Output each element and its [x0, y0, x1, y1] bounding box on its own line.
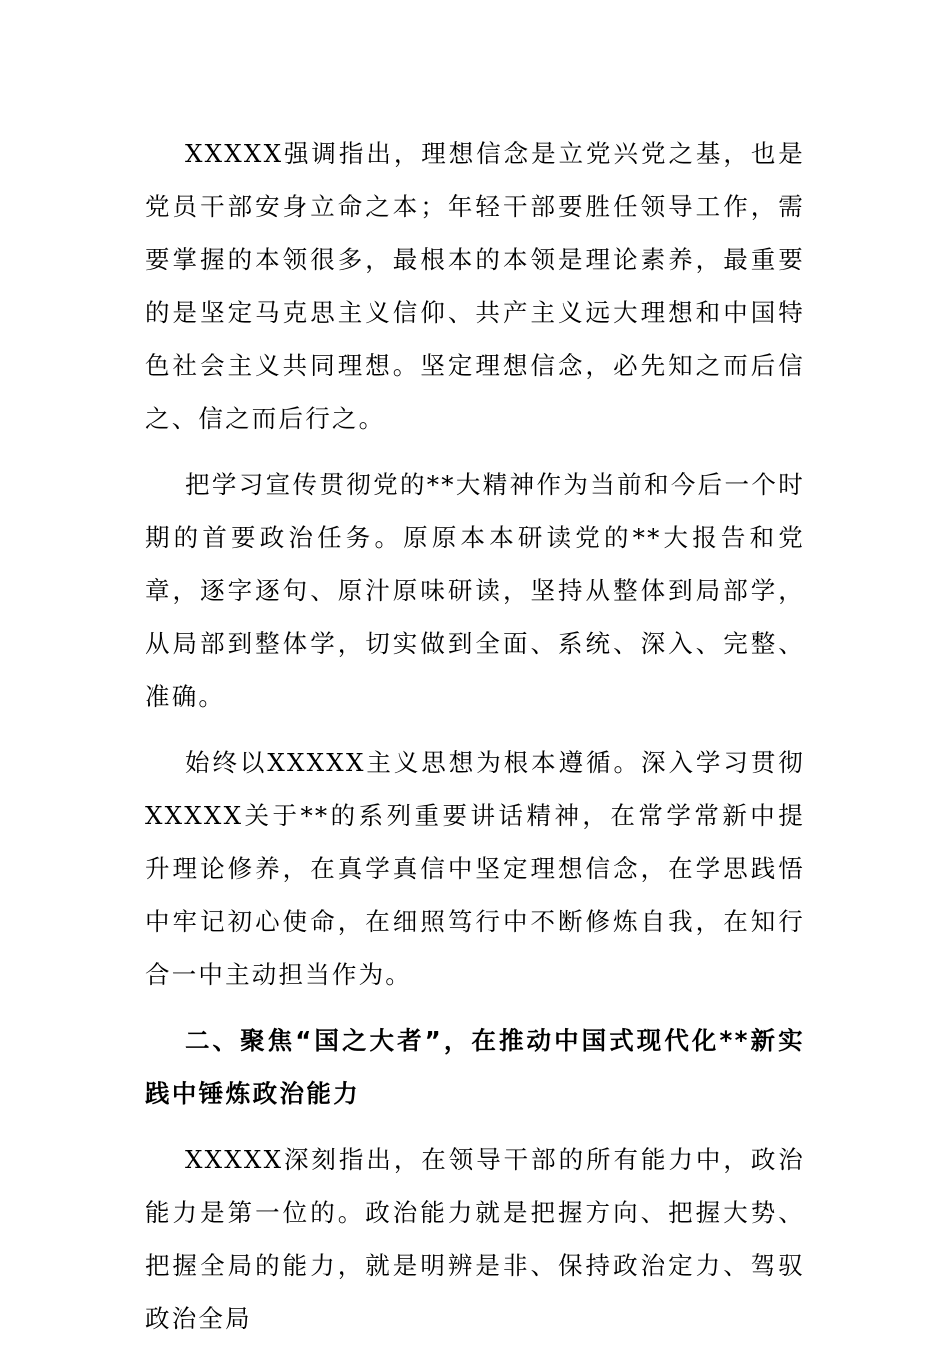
document-body — [145, 127, 805, 1345]
section-heading: 二、聚焦“国之大者”，在推动中国式现代化**新实践中锤炼政治能力 — [145, 1026, 805, 1108]
paragraph-ideals: XXXXX强调指出，理想信念是立党兴党之基，也是党员干部安身立命之本；年轻干部要胜任领导工作，需要掌握的本领很多，最根本的本领是理论素养，最重要的是坚定马克思主义信仰、共产主义远大理想和中国特色社会主义共同理想。坚定理想信念，必先知之而后信之、信之而后行之。 — [145, 139, 805, 433]
paragraph-political-ability: XXXXX深刻指出，在领导干部的所有能力中，政治能力是第一位的。政治能力就是把握方向、把握大势、把握全局的能力，就是明辨是非、保持政治定力、驾驭政治全局 — [145, 1145, 805, 1333]
paragraph-guiding-thought: 始终以XXXXX主义思想为根本遵循。深入学习贯彻XXXXX关于**的系列重要讲话精神，在常学常新中提升理论修养，在真学真信中坚定理想信念，在学思践悟中牢记初心使命，在细照笃行中不断修炼自我，在知行合一中主动担当作为。 — [145, 748, 805, 989]
paragraph-study-congress: 把学习宣传贯彻党的**大精神作为当前和今后一个时期的首要政治任务。原原本本研读党的**大报告和党章，逐字逐句、原汁原味研读，坚持从整体到局部学，从局部到整体学，切实做到全面、系统、深入、完整、准确。 — [145, 470, 805, 711]
